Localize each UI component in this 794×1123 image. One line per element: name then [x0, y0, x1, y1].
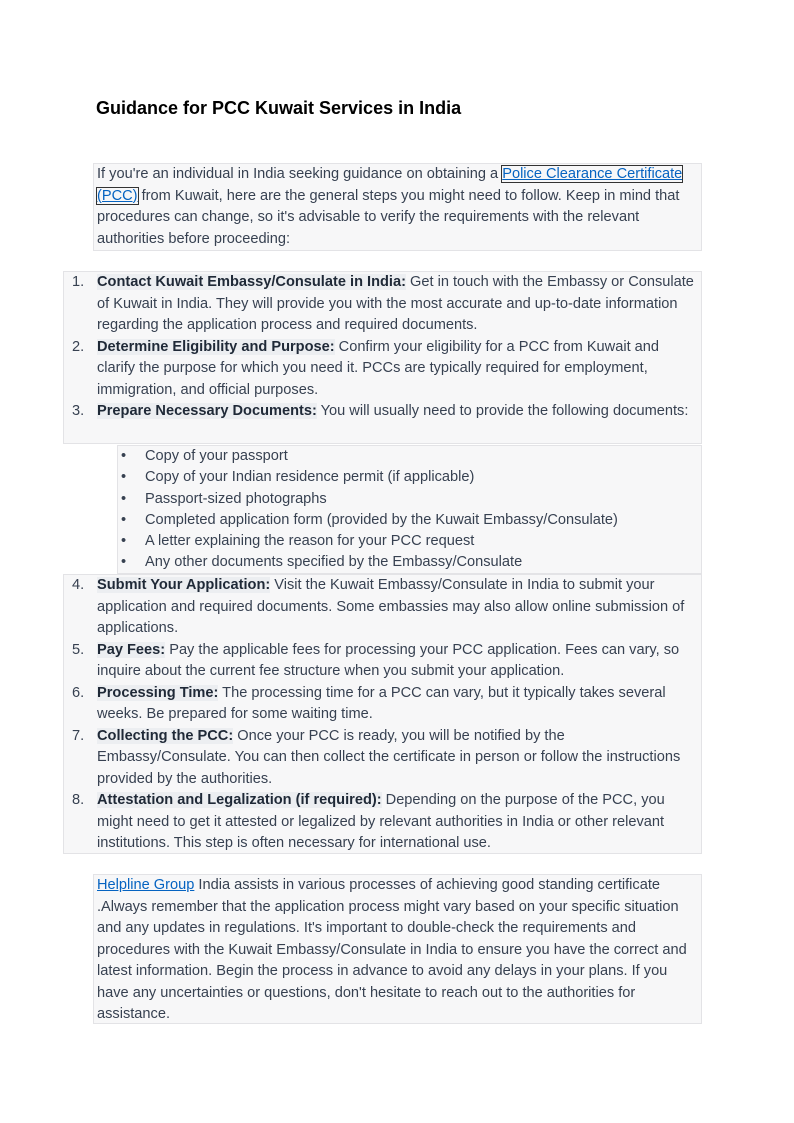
step-text: You will usually need to provide the following documents:: [316, 403, 689, 419]
step-text: Confirm your eligibility for a PCC from Kuwait and clarify the purpose for which you need it. PCCs are typically required for employment, immigration, and official purposes.: [97, 338, 660, 398]
step-number: 3.: [72, 403, 85, 419]
step-label: Determine Eligibility and Purpose:: [97, 338, 335, 355]
step-number: 7.: [72, 727, 85, 744]
list-item: [64, 575, 701, 640]
step-label: Contact Kuwait Embassy/Consulate in India:: [97, 274, 406, 290]
step-label: Attestation and Legalization (if required):: [97, 792, 382, 808]
step-number: 8.: [72, 792, 85, 808]
step-text: Depending on the purpose of the PCC, you might need to get it attested or legalized by relevant authorities in India or other relevant institutions. This step is often necessary for international use.: [97, 792, 665, 851]
list-item: • A letter explaining the reason for your PCC request: [118, 531, 701, 552]
step-number: 1.: [72, 274, 85, 290]
list-item: • Passport-sized photographs: [118, 489, 701, 510]
list-item: • Completed application form (provided by the Kuwait Embassy/Consulate): [118, 510, 701, 531]
intro-text: If you're an individual in India seeking guidance on obtaining a: [97, 166, 503, 182]
step-number: 6.: [72, 684, 85, 701]
step-label: Collecting the PCC:: [97, 727, 234, 744]
step-number: 5.: [72, 641, 85, 658]
step-label: Submit Your Application:: [97, 577, 271, 593]
list-item: [64, 272, 701, 337]
steps-list-1: [63, 271, 702, 444]
step-label: Pay Fees:: [97, 641, 166, 658]
pcc-link[interactable]: Police Clearance Certificate (PCC): [97, 166, 683, 204]
list-item: [64, 337, 701, 402]
list-item: • Any other documents specified by the Embassy/Consulate: [118, 552, 701, 573]
step-number: 4.: [72, 577, 85, 593]
step-text: Pay the applicable fees for processing your PCC application. Fees can vary, so inquire about the current fee structure when you submit your application.: [97, 641, 680, 679]
list-item: [64, 640, 701, 683]
helpline-group-link[interactable]: Helpline Group: [97, 877, 195, 893]
step-text: Visit the Kuwait Embassy/Consulate in India to submit your application and required documents. Some embassies may also allow online submission of applications.: [97, 577, 685, 636]
step-number: 2.: [72, 338, 85, 355]
step-text: The processing time for a PCC can vary, but it typically takes several weeks. Be prepared for some waiting time.: [97, 684, 666, 722]
intro-text-cont: from Kuwait, here are the general steps you might need to follow. Keep in mind that procedures can change, so it's advisable to verify the requirements with the relevant authorities before proceeding:: [97, 187, 680, 247]
step-label: Processing Time:: [97, 684, 219, 701]
intro-paragraph: [93, 163, 702, 251]
closing-paragraph: [93, 874, 702, 1024]
closing-text: India assists in various processes of achieving good standing certificate .Always remember that the application process might vary based on your specific situation and any updates in regulations. It's important to double-check the requirements and procedures with the Kuwait Embassy/Consulate in India to ensure you have the correct and latest information. Begin the process in advance to avoid any delays in your plans. If you have any uncertainties or questions, don't hesitate to reach out to the authorities for assistance.: [97, 877, 687, 1022]
list-item: [64, 683, 701, 726]
list-item: • Copy of your Indian residence permit (if applicable): [118, 467, 701, 488]
list-item: [64, 401, 701, 423]
step-text: Once your PCC is ready, you will be notified by the Embassy/Consulate. You can then collect the certificate in person or follow the instructions provided by the authorities.: [97, 727, 681, 787]
documents-list: [117, 445, 702, 574]
list-item: [64, 790, 701, 855]
step-label: Prepare Necessary Documents:: [97, 403, 317, 419]
list-item: [64, 726, 701, 791]
steps-list-2: [63, 574, 702, 854]
step-text: Get in touch with the Embassy or Consulate of Kuwait in India. They will provide you with the most accurate and up-to-date information regarding the application process and required documents.: [97, 274, 694, 333]
page-title: Guidance for PCC Kuwait Services in India: [96, 98, 462, 118]
list-item: • Copy of your passport: [118, 446, 701, 467]
